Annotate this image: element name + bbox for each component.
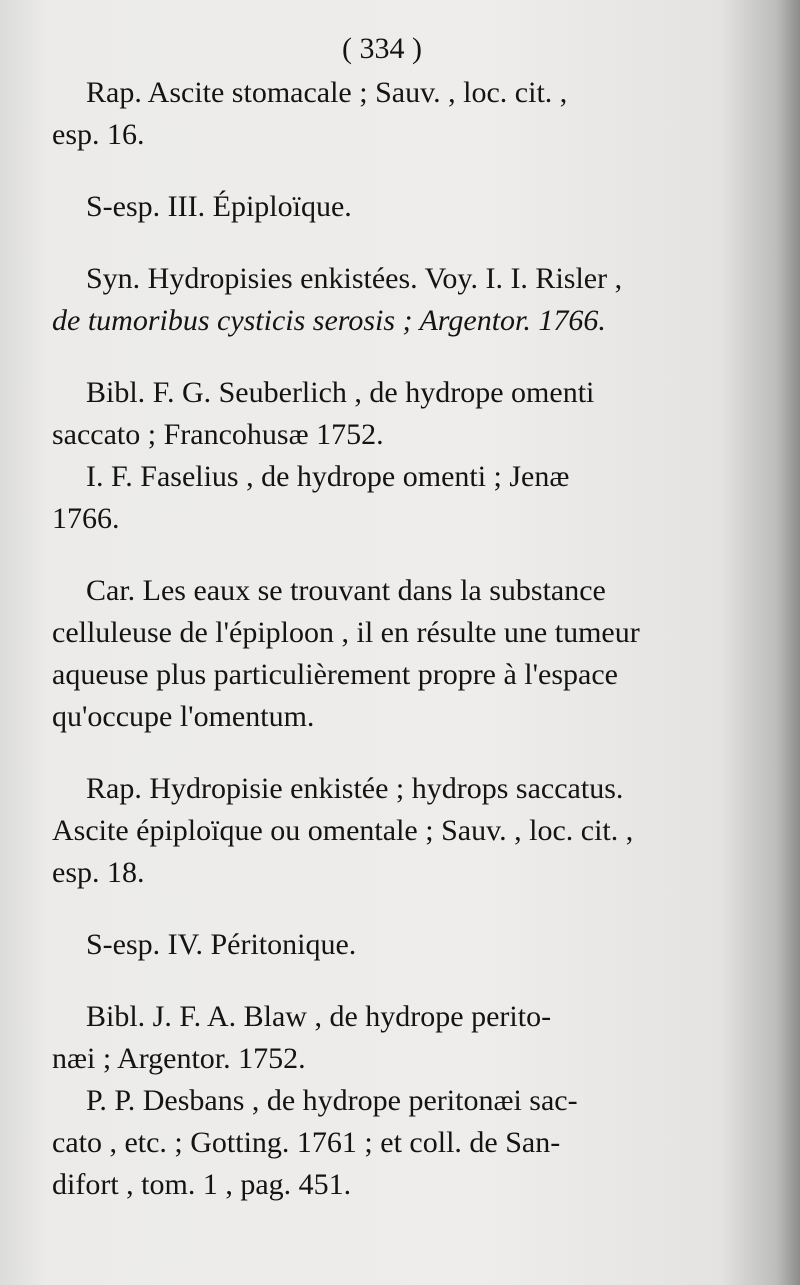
text-line: 1766. <box>52 502 120 535</box>
text-line: Bibl. F. G. Seuberlich , de hydrope omenti <box>86 376 595 409</box>
text-line: Car. Les eaux se trouvant dans la substance <box>86 574 606 607</box>
text-line: esp. 16. <box>52 118 145 151</box>
page-number: ( 334 ) <box>342 32 422 65</box>
text-line: de tumoribus cysticis serosis ; Argentor. 1766. <box>52 304 606 337</box>
subspecies-heading-iv: S-esp. IV. Péritonique. <box>86 928 357 961</box>
text-line: Ascite épiploïque ou omentale ; Sauv. , loc. cit. , <box>52 814 634 847</box>
text-line: I. F. Faselius , de hydrope omenti ; Jenæ <box>86 460 570 493</box>
text-line: celluleuse de l'épiploon , il en résulte une tumeur <box>52 616 640 649</box>
rap-stomacale <box>52 72 712 114</box>
text-line: næi ; Argentor. 1752. <box>52 1042 306 1075</box>
text-line: Syn. Hydropisies enkistées. Voy. I. I. Risler , <box>86 262 623 295</box>
text-line: P. P. Desbans , de hydrope peritonæi sac- <box>86 1084 578 1117</box>
subspecies-heading-iii: S-esp. III. Épiploïque. <box>86 190 352 223</box>
text-line: cato , etc. ; Gotting. 1761 ; et coll. de San- <box>52 1126 561 1159</box>
text-line: aqueuse plus particulièrement propre à l'espace <box>52 658 618 691</box>
text-line: difort , tom. 1 , pag. 451. <box>52 1168 352 1201</box>
text-line: Rap. Ascite stomacale ; Sauv. , loc. cit. , <box>86 76 568 109</box>
text-line: Rap. Hydropisie enkistée ; hydrops saccatus. <box>86 772 624 805</box>
text-line: esp. 18. <box>52 856 145 889</box>
text-line: Bibl. J. F. A. Blaw , de hydrope perito- <box>86 1000 552 1033</box>
text-line: saccato ; Francohusæ 1752. <box>52 418 384 451</box>
text-line: qu'occupe l'omentum. <box>52 700 315 733</box>
book-page <box>52 28 712 1206</box>
